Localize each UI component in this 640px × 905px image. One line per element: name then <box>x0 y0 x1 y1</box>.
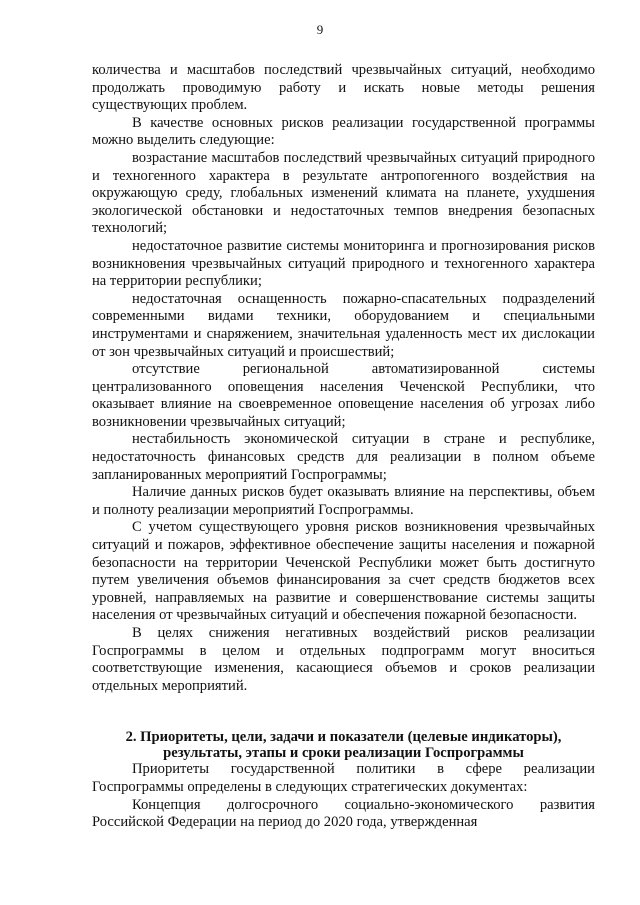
document-body <box>92 62 595 832</box>
section-heading: 2. Приоритеты, цели, задачи и показатели (целевые индикаторы), результаты, этапы и сроки реализации Госпрограммы <box>125 729 562 762</box>
paragraph-funding: С учетом существующего уровня рисков возникновения чрезвычайных ситуаций и пожаров, эффективное обеспечение защиты населения и пожарной безопасности на территории Чеченской Республики может быть достигнуто путем увеличения объемов финансирования за счет средств бюджетов всех уровней, направляемых на развитие и совершенствование системы защиты населения от чрезвычайных ситуаций и обеспечения пожарной безопасности. <box>92 519 595 624</box>
risk-item-equipment: недостаточная оснащенность пожарно-спасательных подразделений современными видами техники, оборудованием и специальными инструментами и снаряжением, значительная удаленность мест их дислокации от зон чрезвычайных ситуаций и происшествий; <box>92 290 595 360</box>
paragraph-concept: Концепция долгосрочного социально-экономического развития Российской Федерации на период до 2020 года, утвержденная <box>92 796 595 831</box>
page-number: 9 <box>316 22 324 37</box>
risk-item-monitoring: недостаточное развитие системы мониторинга и прогнозирования рисков возникновения чрезвычайных ситуаций природного и техногенного характера на территории республики; <box>92 237 595 290</box>
paragraph-changes: В целях снижения негативных воздействий рисков реализации Госпрограммы в целом и отдельных подпрограмм могут вноситься соответствующие изменения, касающиеся объемов и сроков реализации отдельных мероприятий. <box>92 625 595 694</box>
paragraph-continuation: количества и масштабов последствий чрезвычайных ситуаций, необходимо продолжать проводимую работу и искать новые методы решения существующих проблем. <box>92 62 595 114</box>
risk-item-scale: возрастание масштабов последствий чрезвычайных ситуаций природного и техногенного характера в результате антропогенного воздействия на окружающую среду, глобальных изменений климата на планете, ухудшения экологической обстановки и недостаточных темпов внедрения безопасных технологий; <box>92 149 595 237</box>
paragraph-risks-intro: В качестве основных рисков реализации государственной программы можно выделить следующие: <box>92 114 595 149</box>
risk-item-notification: отсутствие региональной автоматизированной системы централизованного оповещения населения Чеченской Республики, что оказывает влияние на своевременное оповещение населения об угрозах либо возникновении чрезвычайных ситуаций; <box>92 361 595 430</box>
paragraph-priorities: Приоритеты государственной политики в сфере реализации Госпрограммы определены в следующих стратегических документах: <box>92 761 595 795</box>
risk-item-economy: нестабильность экономической ситуации в стране и республике, недостаточность финансовых средств для реализации в полном объеме запланированных мероприятий Госпрограммы; <box>92 431 595 483</box>
paragraph-risks-impact: Наличие данных рисков будет оказывать влияние на перспективы, объем и полноту реализации мероприятий Госпрограммы. <box>92 484 595 518</box>
